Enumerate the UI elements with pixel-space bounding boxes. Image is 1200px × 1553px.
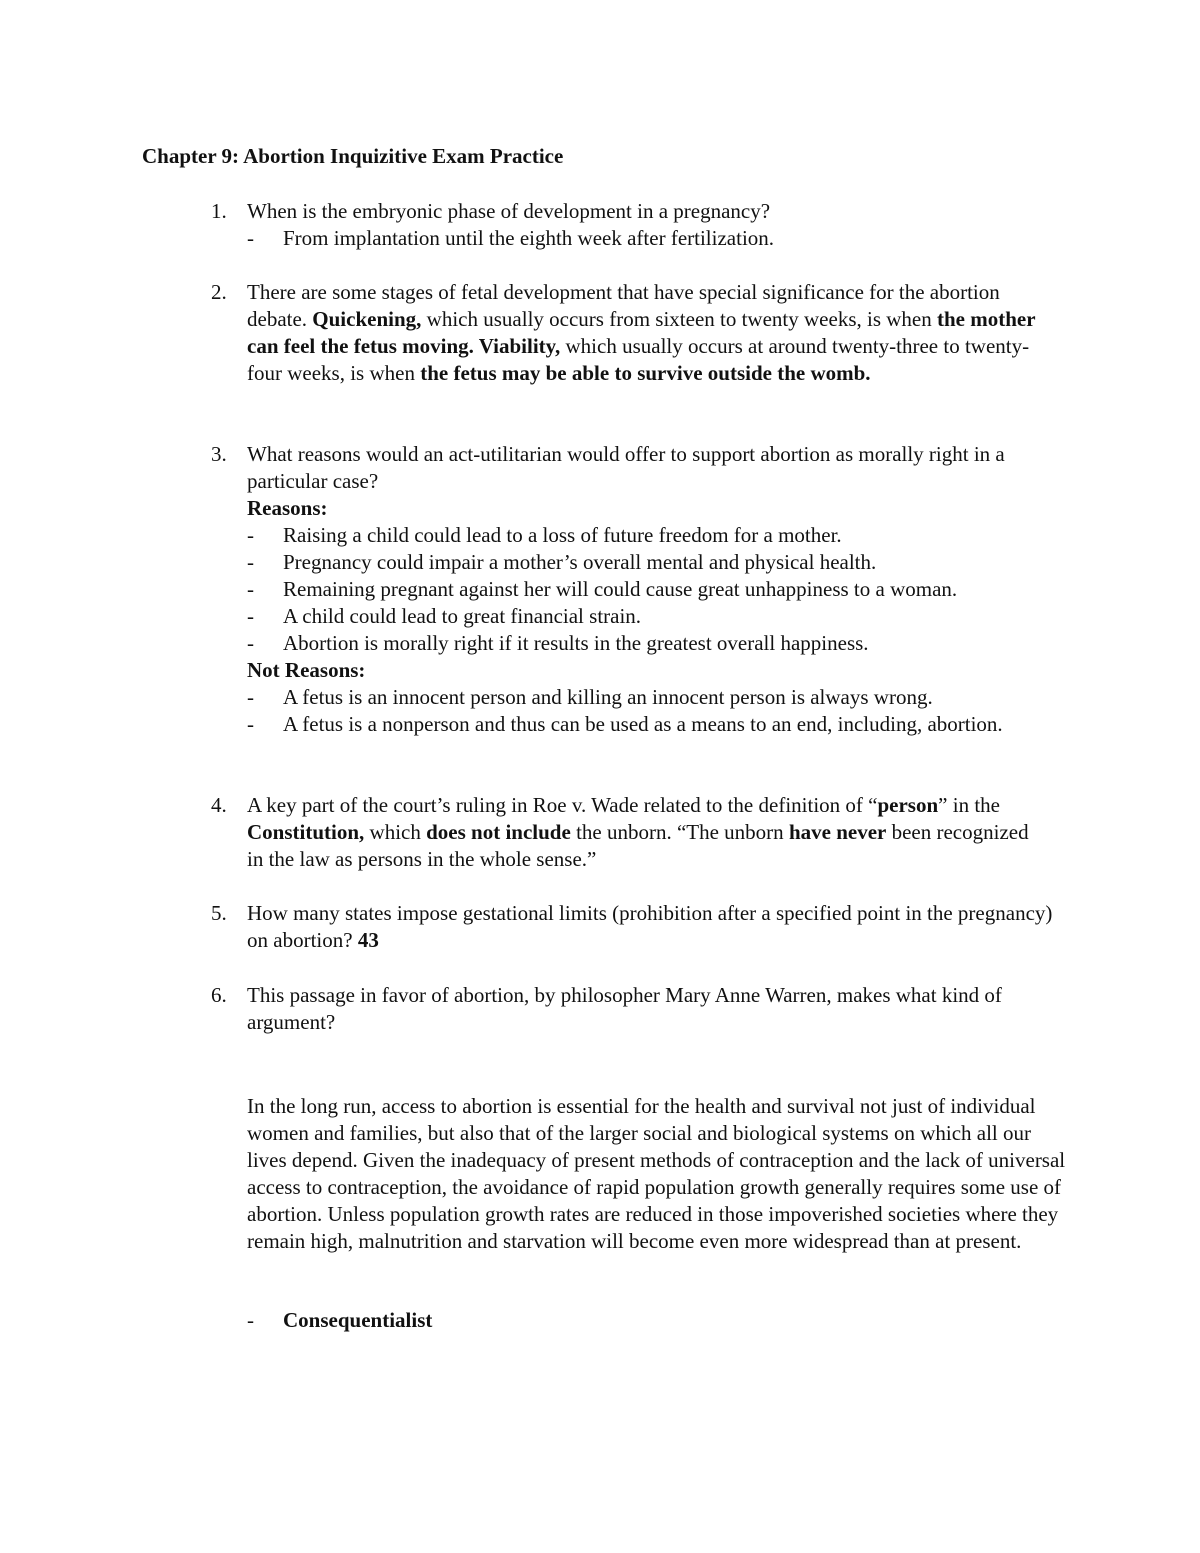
answer-text: Consequentialist [283, 1308, 433, 1332]
reason-item: - Abortion is morally right if it results in the greatest overall happiness. [247, 631, 869, 655]
question-text: What reasons would an act-utilitarian would offer to support abortion as morally right in a particular case? [247, 442, 1005, 493]
answer-item [247, 225, 1091, 252]
question-3 [211, 441, 1091, 738]
question-number: 3. [211, 442, 227, 466]
not-reason-item: - A fetus is a nonperson and thus can be used as a means to an end, including, abortion. [247, 712, 1003, 736]
question-text: There are some stages of fetal development that have special significance for the abortion debate. Quickening, which usually occurs from sixteen to twenty weeks, is when the mother can feel the fetus moving. Viability, which usually occurs at around twenty-three to twenty-four weeks, is when the fetus may be able to survive outside the womb. [247, 280, 1036, 385]
bullet-dash: - [247, 1308, 254, 1332]
question-number: 2. [211, 280, 227, 304]
reason-item: - Pregnancy could impair a mother’s overall mental and physical health. [247, 550, 877, 574]
question-number: 4. [211, 793, 227, 817]
question-5 [211, 900, 1091, 954]
question-6 [211, 982, 1091, 1036]
question-number: 1. [211, 199, 227, 223]
page-title: Chapter 9: Abortion Inquizitive Exam Practice [142, 144, 564, 168]
question-2 [211, 279, 1091, 387]
bullet-dash: - [247, 226, 254, 250]
question-number: 5. [211, 901, 227, 925]
reason-item: - Raising a child could lead to a loss of future freedom for a mother. [247, 523, 842, 547]
reasons-heading: Reasons: [247, 496, 328, 520]
answer-item [247, 1307, 847, 1334]
question-text: How many states impose gestational limits (prohibition after a specified point in the pregnancy) on abortion? 43 [247, 901, 1053, 952]
reason-item: - A child could lead to great financial strain. [247, 604, 642, 628]
reason-item: - Remaining pregnant against her will could cause great unhappiness to a woman. [247, 577, 958, 601]
question-text: This passage in favor of abortion, by philosopher Mary Anne Warren, makes what kind of argument? [247, 983, 1002, 1034]
question-text: A key part of the court’s ruling in Roe v. Wade related to the definition of “person” in the Constitution, which does not include the unborn. “The unborn have never been recognized in the law as persons in the whole sense.” [247, 793, 1029, 871]
question-text: When is the embryonic phase of development in a pregnancy? [247, 199, 771, 223]
question-number: 6. [211, 983, 227, 1007]
answer-text: From implantation until the eighth week after fertilization. [283, 226, 775, 250]
not-reasons-heading: Not Reasons: [247, 658, 366, 682]
question-4 [211, 792, 1091, 873]
question-1 [211, 198, 1091, 252]
quoted-passage: In the long run, access to abortion is essential for the health and survival not just of individual women and families, but also that of the larger social and biological systems on which all our lives depend. Given the inadequacy of present methods of contraception and the lack of universal access to contraception, the avoidance of rapid population growth generally requires some use of abortion. Unless population growth rates are reduced in those impoverished societies where they remain high, malnutrition and starvation will become even more widespread than at present. [247, 1094, 1066, 1253]
not-reason-item: - A fetus is an innocent person and killing an innocent person is always wrong. [247, 685, 933, 709]
answer-value: 43 [357, 928, 379, 952]
